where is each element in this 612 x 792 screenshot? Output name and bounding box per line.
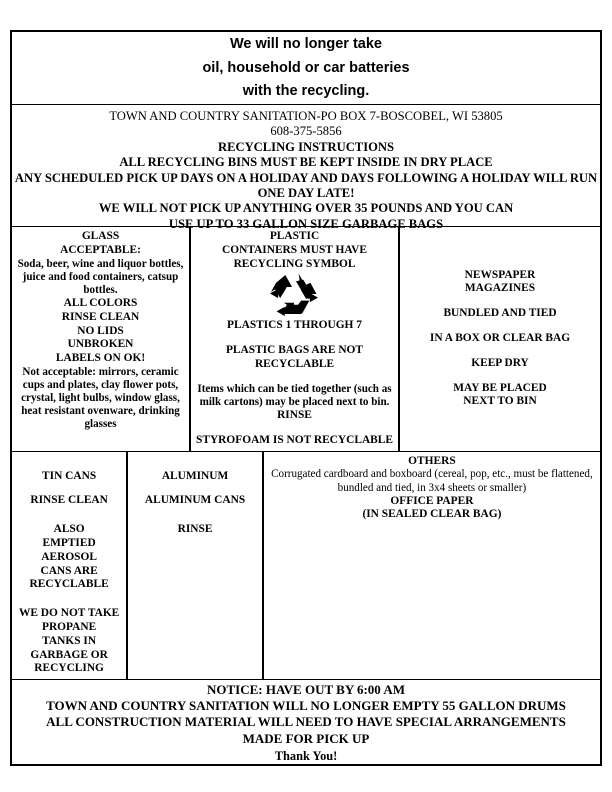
banner-line-1: We will no longer take	[229, 36, 382, 53]
plastic-subtitle-1: CONTAINERS MUST HAVE	[222, 243, 367, 256]
newspaper-placed-2: NEXT TO BIN	[463, 395, 537, 408]
recycling-symbol-icon	[195, 272, 394, 316]
instruction-bins: ALL RECYCLING BINS MUST BE KEPT INSIDE IN DRY PLACE	[119, 155, 493, 170]
newspaper-placed-1: MAY BE PLACED	[453, 381, 547, 394]
footer-notice-time: NOTICE: HAVE OUT BY 6:00 AM	[206, 682, 406, 698]
newspaper-box: IN A BOX OR CLEAR BAG	[429, 331, 571, 344]
banner-notice	[12, 32, 600, 105]
tin-title: TIN CANS	[42, 469, 97, 482]
glass-rule-rinse: RINSE CLEAN	[61, 310, 140, 323]
plastic-cell	[191, 227, 398, 451]
plastic-rinse: RINSE	[277, 409, 312, 422]
plastic-title: PLASTIC	[269, 230, 320, 243]
newspaper-column	[400, 227, 600, 451]
instruction-bags: USE UP TO 33 GALLON SIZE GARBAGE BAGS	[168, 216, 444, 231]
glass-rule-unbroken: UNBROKEN	[67, 338, 134, 351]
plastic-bags-line-1: PLASTIC BAGS ARE NOT	[225, 344, 364, 357]
aluminum-cans: ALUMINUM CANS	[144, 494, 246, 507]
plastic-subtitle-2: RECYCLING SYMBOL	[233, 257, 356, 270]
tin-cell	[12, 452, 126, 680]
tin-propane-1: WE DO NOT TAKE PROPANE	[18, 607, 120, 633]
aluminum-column	[126, 452, 264, 680]
instruction-holiday-2: ONE DAY LATE!	[257, 185, 355, 200]
footer-notice	[12, 680, 600, 764]
newspaper-title-2: MAGAZINES	[464, 282, 536, 295]
others-title: OTHERS	[408, 454, 456, 467]
instructions-section	[12, 105, 600, 231]
tin-rinse: RINSE CLEAN	[30, 494, 108, 507]
others-cell	[264, 452, 600, 680]
tin-aerosol-1: EMPTIED AEROSOL	[41, 537, 97, 563]
banner-line-3: with the recycling.	[242, 83, 370, 100]
footer-construction-2: MADE FOR PICK UP	[242, 730, 370, 746]
footer-construction-1: ALL CONSTRUCTION MATERIAL WILL NEED TO HAVE SPECIAL ARRANGEMENTS	[46, 714, 566, 730]
glass-acceptable-label: ACCEPTABLE:	[60, 243, 141, 256]
aluminum-cell	[128, 452, 262, 680]
others-office-paper: OFFICE PAPER	[390, 494, 474, 507]
newspaper-bundled: BUNDLED AND TIED	[443, 307, 557, 320]
newspaper-cell	[400, 227, 600, 451]
newspaper-title-1: NEWSPAPER	[464, 268, 536, 281]
glass-column	[12, 227, 189, 451]
glass-acceptable-items: Soda, beer, wine and liquor bottles, juice and food containers, catsup bottles.	[17, 257, 184, 296]
tin-propane-2: TANKS IN GARBAGE OR	[30, 634, 108, 661]
instruction-holiday-1: ANY SCHEDULED PICK UP DAYS ON A HOLIDAY AND DAYS FOLLOWING A HOLIDAY WILL RUN	[14, 170, 598, 185]
banner-line-2: oil, household or car batteries	[202, 59, 410, 76]
tin-aerosol-2: CANS ARE	[40, 564, 98, 577]
glass-rule-lids: NO LIDS	[77, 324, 124, 337]
others-column	[264, 452, 600, 680]
materials-row-bottom	[12, 452, 600, 681]
glass-cell	[12, 227, 189, 451]
company-phone: 608-375-5856	[270, 124, 342, 139]
glass-rule-labels: LABELS ON OK!	[55, 352, 146, 365]
instruction-weight: WE WILL NOT PICK UP ANYTHING OVER 35 POUNDS AND YOU CAN	[98, 201, 514, 216]
aluminum-rinse: RINSE	[177, 523, 213, 536]
tin-aerosol-3: RECYCLABLE	[29, 578, 109, 591]
company-address: TOWN AND COUNTRY SANITATION-PO BOX 7-BOSCOBEL, WI 53805	[109, 109, 503, 124]
recycling-flyer	[10, 30, 602, 766]
plastic-symbol-caption: PLASTICS 1 THROUGH 7	[227, 319, 362, 332]
plastic-styrofoam: STYROFOAM IS NOT RECYCLABLE	[196, 433, 393, 446]
tin-column	[12, 452, 126, 680]
plastic-bags-line-2: RECYCLABLE	[254, 358, 335, 371]
others-cardboard: Corrugated cardboard and boxboard (cereal, pop, etc., must be flattened, bundled and tied, in 3x4 sheets or smaller)	[271, 468, 593, 494]
glass-title: GLASS	[81, 230, 120, 243]
plastic-column	[189, 227, 400, 451]
newspaper-keep-dry: KEEP DRY	[471, 356, 529, 369]
tin-also: ALSO	[53, 523, 85, 536]
glass-not-acceptable: Not acceptable: mirrors, ceramic cups and plates, clay flower pots, crystal, light bulbs, window glass, heat resistant ovenware, drinking glasses	[21, 365, 180, 431]
aluminum-title: ALUMINUM	[161, 469, 229, 482]
others-office-paper-note: (IN SEALED CLEAR BAG)	[362, 508, 502, 521]
plastic-tied-items: Items which can be tied together (such as milk cartons) may be placed next to bin.	[197, 382, 392, 408]
footer-drums: TOWN AND COUNTRY SANITATION WILL NO LONGER EMPTY 55 GALLON DRUMS	[46, 698, 566, 714]
materials-row-top	[12, 227, 600, 452]
glass-rule-colors: ALL COLORS	[63, 296, 138, 309]
instructions-heading: RECYCLING INSTRUCTIONS	[218, 139, 394, 154]
footer-thanks: Thank You!	[274, 748, 338, 763]
tin-propane-3: RECYCLING	[34, 662, 104, 675]
